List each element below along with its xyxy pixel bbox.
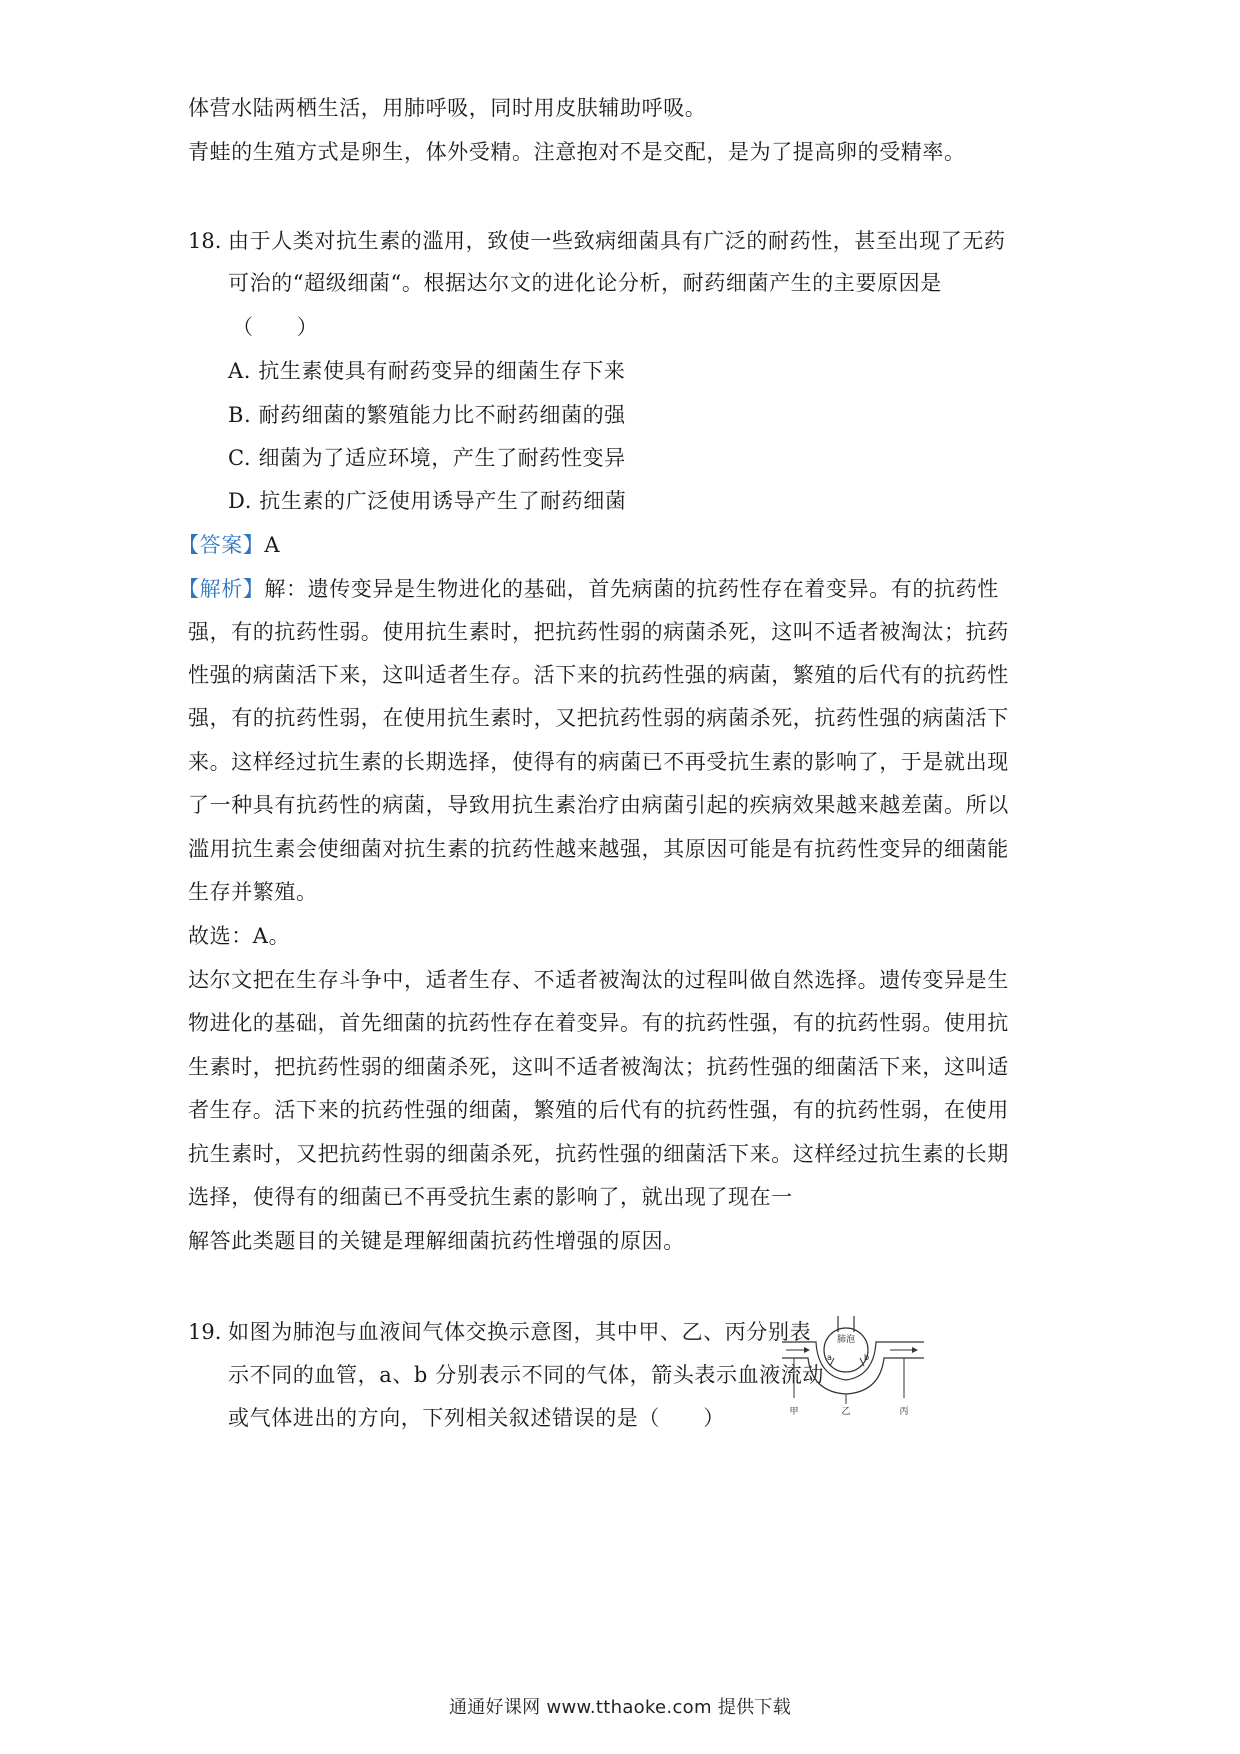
explain-line: 生素时，把抗药性弱的细菌杀死，这叫不适者被淘汰；抗药性强的细菌活下来，这叫适	[188, 1055, 1009, 1079]
intro-line-1: 体营水陆两栖生活，用肺呼吸，同时用皮肤辅助呼吸。	[188, 96, 707, 120]
explain-line: 达尔文把在生存斗争中，适者生存、不适者被淘汰的过程叫做自然选择。遗传变异是生	[188, 968, 1009, 992]
question-stem-line: 如图为肺泡与血液间气体交换示意图，其中甲、乙、丙分别表	[228, 1320, 812, 1344]
analysis-line: 强，有的抗药性弱。使用抗生素时，把抗药性弱的病菌杀死，这叫不适者被淘汰；抗药	[188, 620, 1009, 644]
answer-value: A	[264, 533, 281, 557]
intro-line-2: 青蛙的生殖方式是卵生，体外受精。注意抱对不是交配，是为了提高卵的受精率。	[188, 140, 966, 164]
analysis-line: 性强的病菌活下来，这叫适者生存。活下来的抗药性强的病菌，繁殖的后代有的抗药性	[188, 663, 1009, 687]
analysis-label: 【解析】	[178, 577, 265, 601]
explain-line: 者生存。活下来的抗药性强的细菌，繁殖的后代有的抗药性强，有的抗药性弱，在使用	[188, 1098, 1009, 1122]
gas-b-label: b	[864, 1353, 870, 1362]
explain-line: 抗生素时，又把抗药性弱的细菌杀死，抗药性强的细菌活下来。这样经过抗生素的长期	[188, 1142, 1009, 1166]
alveolus-label: 肺泡	[836, 1335, 856, 1345]
question-stem-line: 由于人类对抗生素的滥用，致使一些致病细菌具有广泛的耐药性，甚至出现了无药	[228, 229, 1006, 253]
vessel-label-bing: 丙	[899, 1407, 909, 1417]
analysis-line: 滥用抗生素会使细菌对抗生素的抗药性越来越强，其原因可能是有抗药性变异的细菌能	[188, 837, 1009, 861]
choice-line: 故选：A。	[188, 924, 291, 948]
vessel-label-yi: 乙	[841, 1407, 851, 1417]
analysis-line: 强，有的抗药性弱，在使用抗生素时，又把抗药性弱的病菌杀死，抗药性强的病菌活下	[188, 706, 1009, 730]
explain-line: 物进化的基础，首先细菌的抗药性存在着变异。有的抗药性强，有的抗药性弱。使用抗	[188, 1011, 1009, 1035]
question-number: 19.	[188, 1320, 222, 1344]
answer-label: 【答案】	[178, 533, 265, 557]
analysis-line: 来。这样经过抗生素的长期选择，使得有的病菌已不再受抗生素的影响了，于是就出现	[188, 750, 1009, 774]
option-b: B. 耐药细菌的繁殖能力比不耐药细菌的强	[228, 403, 626, 427]
answer-row	[178, 530, 280, 560]
question-number: 18.	[188, 229, 222, 253]
option-d: D. 抗生素的广泛使用诱导产生了耐药细菌	[228, 489, 627, 513]
page-footer: 通通好课网 www.tthaoke.com 提供下载	[448, 1697, 792, 1718]
option-a: A. 抗生素使具有耐药变异的细菌生存下来	[228, 359, 626, 383]
analysis-row	[178, 574, 999, 604]
question-stem-line: 或气体进出的方向，下列相关叙述错误的是（ ）	[228, 1406, 725, 1430]
analysis-line: 生存并繁殖。	[188, 880, 318, 904]
gas-a-label: a	[827, 1353, 832, 1362]
question-stem-line: 示不同的血管，a、b 分别表示不同的气体，箭头表示血液流动	[228, 1363, 825, 1387]
option-c: C. 细菌为了适应环境，产生了耐药性变异	[228, 446, 626, 470]
answer-blank: （ ）	[232, 315, 319, 339]
analysis-line: 解：遗传变异是生物进化的基础，首先病菌的抗药性存在着变异。有的抗药性	[264, 577, 999, 601]
analysis-line: 了一种具有抗药性的病菌，导致用抗生素治疗由病菌引起的疾病效果越来越差菌。所以	[188, 793, 1009, 817]
alveolus-diagram	[778, 1312, 928, 1420]
explain-line: 选择，使得有的细菌已不再受抗生素的影响了，就出现了现在一	[188, 1185, 793, 1209]
vessel-label-jia: 甲	[789, 1407, 799, 1417]
explain-line: 解答此类题目的关键是理解细菌抗药性增强的原因。	[188, 1229, 685, 1253]
question-stem-line: 可治的“超级细菌“。根据达尔文的进化论分析，耐药细菌产生的主要原因是	[228, 271, 942, 295]
